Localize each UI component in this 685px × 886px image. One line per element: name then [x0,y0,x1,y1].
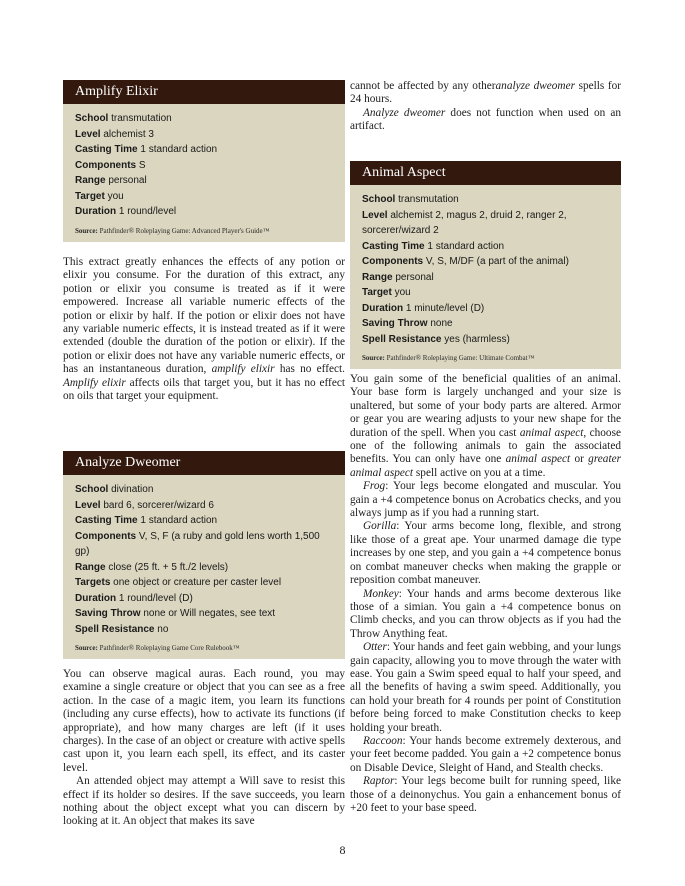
statblock-body [350,185,621,369]
stat-value: close (25 ft. + 5 ft./2 levels) [108,561,229,573]
paragraph: An attended object may attempt a Will save to resist this effect if its holder so desires. If the save succeeds, you learn nothing about the object except what you can discern by looking at it. An object that makes its save [63,775,345,828]
stat-row [362,301,609,317]
analyze-dweomer-continued [350,80,621,134]
stat-row [75,606,333,622]
animal-name: Raccoon [363,734,403,747]
animal-entry: Frog: Your legs become elongated and muscular. You gain a +4 competence bonus on Acrobatics checks, and you always jump as if you had a running start. [350,480,621,520]
stat-key: Level [75,499,101,511]
stat-row [75,142,333,158]
stat-value: 1 standard action [140,144,218,155]
paragraph: You can observe magical auras. Each round, you may examine a single creature or object that you can see as a free action. In the case of a magic item, you learn its functions (including any curse effects), how to activate its functions (if appropriate), and how many charges are left (if it uses charges). In the case of an object or creature with active spells cast upon it, you learn each spell, its effect, and its caster level. [63,668,345,774]
stat-row [362,239,609,255]
analyze-dweomer-description [63,668,345,829]
stat-row [362,208,609,239]
stat-key: Casting Time [75,144,138,155]
animal-entry: Otter: Your hands and feet gain webbing, and your lungs gain capacity, allowing you to move through the water with ease. You gain a Swim speed equal to half your speed, and all the benefits of having a swim speed. Additionally, you can hold your breath for 4 rounds per point of Constitution before being forced to make Constitution checks to keep holding your breath. [350,641,621,734]
stat-key: Casting Time [75,515,138,526]
stat-value: personal [108,175,147,186]
stat-key: School [362,194,396,205]
stat-value: 1 standard action [427,240,505,252]
animal-entry: Gorilla: Your arms become long, flexible, and strong like those of a great ape. Your unarmed damage die type increases by one step, and you gain a +4 competence bonus on combat maneuver checks when making the grapple or reposition combat maneuver. [350,520,621,587]
stat-value: none [430,318,453,329]
stat-value: transmutation [398,194,459,205]
stat-row [75,591,333,607]
stat-key: Saving Throw [75,608,141,619]
stat-value: you [394,287,411,298]
animal-name: Gorilla [363,520,397,533]
stat-value: 1 round/level (D) [118,592,193,604]
stat-value: 1 round/level [118,206,177,217]
stat-row [75,158,333,174]
statblock-body [63,475,345,659]
source-label: Source: [75,226,98,235]
stat-row [75,111,333,127]
stat-key: Duration [75,592,117,604]
stat-row [75,482,333,498]
stat-value: 1 minute/level (D) [405,302,485,314]
stat-key: Saving Throw [362,318,428,329]
stat-value: alchemist 2, magus 2, druid 2, ranger 2, sorcerer/wizard 2 [362,209,567,236]
source-line [362,347,609,369]
animal-name: Monkey [363,587,399,600]
amplify-elixir-description [63,256,345,403]
stat-key: Range [75,175,106,186]
stat-key: Duration [362,302,404,314]
source-line [75,220,333,242]
stat-key: Target [362,287,392,298]
stat-value: divination [111,484,154,495]
stat-key: Target [75,190,105,202]
animal-name: Frog [363,480,386,493]
stat-value: no [157,623,169,635]
stat-key: Range [75,561,106,573]
animal-entry: Raccoon: Your hands become extremely dexterous, and your feet become padded. You gain a +2 competence bonus on Disable Device, Sleight of Hand, and Stealth checks. [350,734,621,774]
source-label: Source: [362,354,385,362]
stat-row [75,513,333,529]
stat-value: none or Will negates, see text [143,608,276,619]
stat-row [362,316,609,332]
stat-row [362,192,609,208]
stat-value: yes (harmless) [444,333,510,345]
stat-key: Components [75,530,137,542]
stat-key: Components [75,159,137,171]
source-text: Pathfinder® Roleplaying Game: Ultimate Combat™ [386,354,535,362]
stat-row [75,622,333,638]
stat-key: School [75,113,109,124]
stat-value: 1 standard action [140,515,218,526]
stat-row [362,254,609,270]
animal-entry: Monkey: Your hands and arms become dexterous like those of a simian. You gain a +4 competence bonus on Climb checks, and you can throw objects as if you had the Throw Anything feat. [350,587,621,640]
stat-row [362,285,609,301]
stat-value: V, S, F (a ruby and gold lens worth 1,500 gp) [75,530,320,557]
statblock-body [63,104,345,242]
spell-title: Amplify Elixir [63,80,345,104]
stat-row [75,127,333,143]
paragraph: Analyze dweomer does not function when used on an artifact. [350,106,622,133]
stat-value: one object or creature per caster level [113,577,282,588]
analyze-dweomer-statblock [63,451,345,659]
stat-key: Targets [75,577,111,588]
page-number: 8 [339,843,346,857]
source-line [75,637,333,659]
animal-name: Otter [363,641,387,654]
animal-aspect-description [350,373,621,815]
stat-row [75,575,333,591]
stat-key: Duration [75,206,117,217]
amplify-elixir-statblock [63,80,345,242]
stat-row [75,189,333,205]
stat-value: transmutation [111,113,172,124]
source-text: Pathfinder® Roleplaying Game Core Rulebook™ [99,644,240,652]
stat-key: Range [362,271,393,283]
animal-aspect-statblock [350,161,621,369]
stat-key: Spell Resistance [75,623,155,635]
spell-title: Analyze Dweomer [63,451,345,475]
stat-row [75,498,333,514]
stat-value: you [107,190,124,202]
stat-value: personal [395,271,434,283]
stat-key: Spell Resistance [362,333,442,345]
source-text: Pathfinder® Roleplaying Game: Advanced Player's Guide™ [99,226,270,235]
stat-value: S [138,159,146,171]
stat-key: Components [362,256,424,267]
stat-row [75,204,333,220]
paragraph: cannot be affected by any otheranalyze dweomer spells for 24 hours. [350,80,622,106]
stat-value: alchemist 3 [103,128,154,140]
paragraph: You gain some of the beneficial qualities of an animal. Your base form is largely unchanged and your size is unaltered, but some of your body parts are altered. Armor or gear you are wearing adjusts to your new shape for the duration of the spell. When you cast animal aspect, choose one of the following animals to gain the associated benefits. You can only have one animal aspect or greater animal aspect spell active on you at a time. [350,373,622,479]
paragraph: This extract greatly enhances the effects of any potion or elixir you consume. For the duration of this extract, any potion or elixir you consume is treated as if it were empowered. Increase all variable numeric effects of the potion or elixir by half. If the potion or elixir does not have any variable numeric effects, it is instead treated as if it were extended (double the duration of the potion or elixir). If the potion or elixir does not have any variable numeric effects, or has an instantaneous duration, amplify elixir has no effect. Amplify elixir affects oils that target you, but it has no effect on oils that target your equipment. [63,256,345,403]
stat-row [362,332,609,348]
stat-row [362,270,609,286]
source-label: Source: [75,644,98,652]
stat-row [75,560,333,576]
stat-key: School [75,484,109,495]
stat-key: Level [362,209,388,221]
stat-key: Casting Time [362,240,425,252]
animal-name: Raptor [363,775,395,788]
spell-title: Animal Aspect [350,161,621,185]
stat-row [75,173,333,189]
stat-value: bard 6, sorcerer/wizard 6 [103,499,214,511]
stat-value: V, S, M/DF (a part of the animal) [425,256,569,267]
stat-key: Level [75,128,101,140]
stat-row [75,529,333,560]
animal-entry: Raptor: Your legs become built for running speed, like those of a deinonychus. You gain a enhancement bonus of +20 feet to your base speed. [350,775,621,814]
